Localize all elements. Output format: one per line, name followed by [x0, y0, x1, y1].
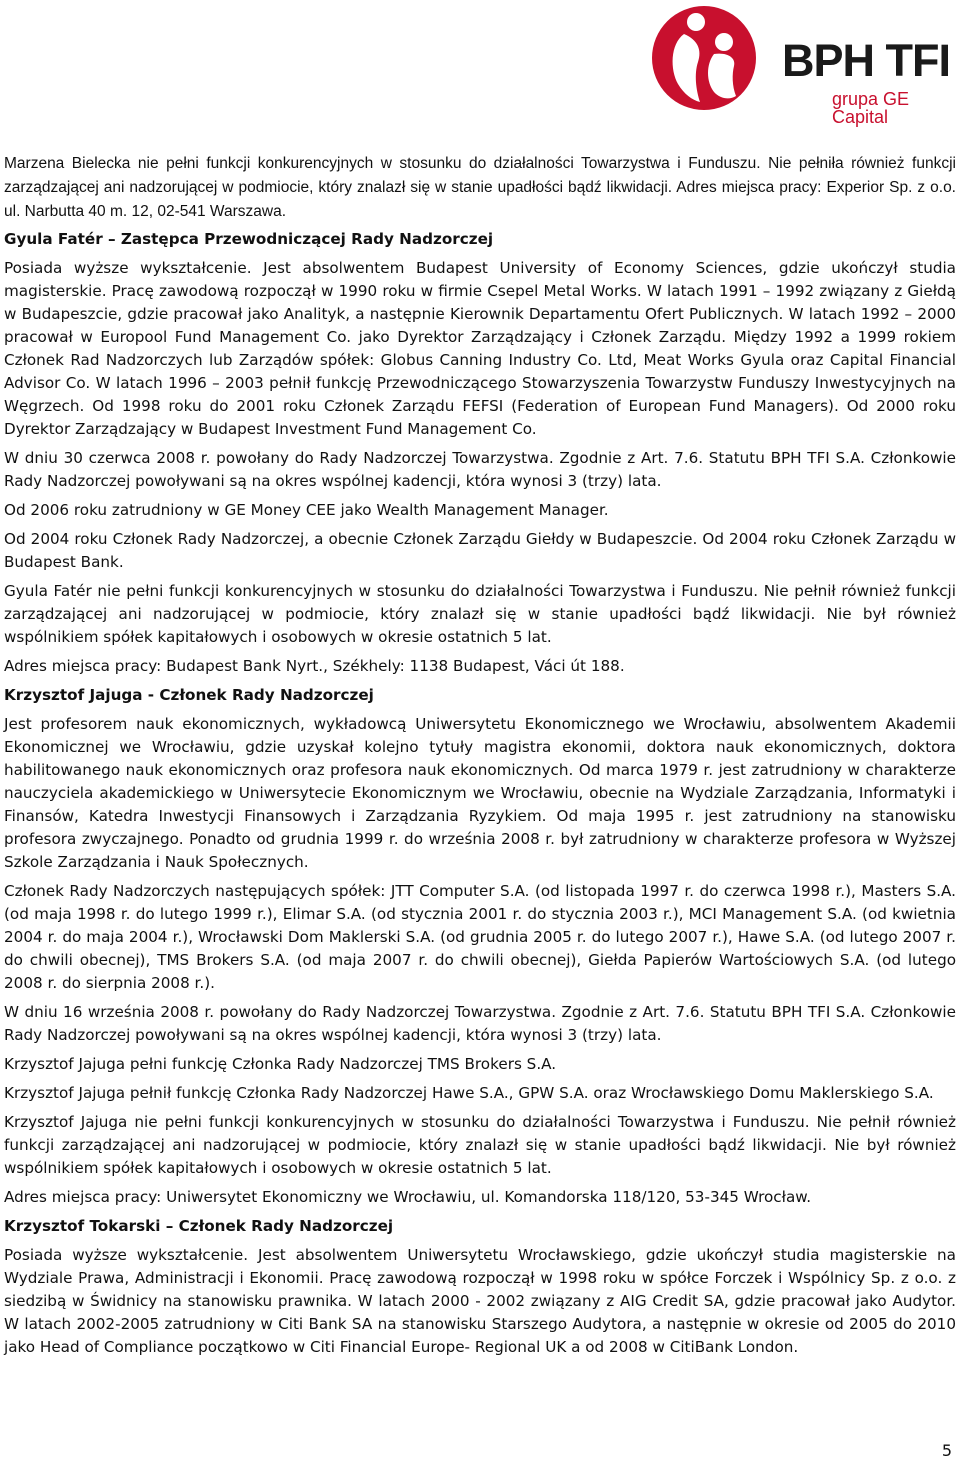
- page-number: 5: [941, 1441, 952, 1460]
- paragraph: Krzysztof Jajuga pełnił funkcję Członka Rady Nadzorczej Hawe S.A., GPW S.A. oraz Wrocławskiego Domu Maklerskiego S.A.: [4, 1084, 934, 1102]
- paragraph: Członek Rady Nadzorczych następujących spółek: JTT Computer S.A. (od listopada 1997 r. do czerwca 1998 r.), Masters S.A. (od maja 1998 r. do lutego 1999 r.), Elimar S.A. (od stycznia 2001 r. do stycznia 2003 r.), MCI Management S.A. (od kwietnia 2004 r. do maja 2004 r.), Wrocławski Dom Maklerski S.A. (od grudnia 2005 r. do lutego 2007 r.), Hawe S.A. (od lutego 2007 r. do chwili obecnej), TMS Brokers S.A. (od maja 2007 r. do chwili obecnej), Giełda Papierów Wartościowych S.A. (od lutego 2008 r. do sierpnia 2008 r.).: [4, 882, 956, 992]
- section-heading-tokarski: Krzysztof Tokarski – Członek Rady Nadzorczej: [4, 1217, 394, 1235]
- paragraph: W dniu 16 września 2008 r. powołany do Rady Nadzorczej Towarzystwa. Zgodnie z Art. 7.6. Statutu BPH TFI S.A. Członkowie Rady Nadzorczej powoływani są na okres wspólnej kadencji, która wynosi 3 (trzy) lata.: [4, 1003, 956, 1044]
- paragraph: Marzena Bielecka nie pełni funkcji konkurencyjnych w stosunku do działalności Towarzystwa i Funduszu. Nie pełniła również funkcji zarządzającej ani nadzorującej w podmiocie, który znalazł się w stanie upadłości bądź likwidacji. Adres miejsca pracy: Experior Sp. z o.o. ul. Narbutta 40 m. 12, 02-541 Warszawa.: [4, 155, 956, 220]
- paragraph: Krzysztof Jajuga nie pełni funkcji konkurencyjnych w stosunku do działalności Towarzystwa i Funduszu. Nie pełnił również funkcji zarządzającej ani nadzorującej w podmiocie, który znalazł się w stanie upadłości bądź likwidacji. Nie był również wspólnikiem spółek kapitałowych i osobowych w okresie ostatnich 5 lat.: [4, 1113, 956, 1177]
- bph-tfi-logo: [640, 4, 958, 127]
- paragraph: Od 2006 roku zatrudniony w GE Money CEE jako Wealth Management Manager.: [4, 501, 609, 519]
- paragraph: Gyula Fatér nie pełni funkcji konkurencyjnych w stosunku do działalności Towarzystwa i Funduszu. Nie pełnił również funkcji zarządzającej ani nadzorującej w podmiocie, który znalazł się w stanie upadłości bądź likwidacji. Nie był również wspólnikiem spółek kapitałowych i osobowych w okresie ostatnich 5 lat.: [4, 582, 956, 646]
- paragraph: Posiada wyższe wykształcenie. Jest absolwentem Uniwersytetu Wrocławskiego, gdzie ukończył studia magisterskie na Wydziale Prawa, Administracji i Ekonomii. Pracę zawodową rozpoczął w 1998 roku w spółce Forczek i Wspólnicy Sp. z o.o. z siedzibą w Świdnicy na stanowisku prawnika. W latach 2000 - 2002 związany z AIG Credit SA, gdzie pracował jako Audytor. W latach 2002-2005 zatrudniony w Citi Bank SA na stanowisku Starszego Audytora, a następnie w okresie od 2005 do 2010 jako Head of Compliance początkowo w Citi Financial Europe- Regional UK a od 2008 w CitiBank London.: [4, 1246, 956, 1356]
- paragraph: W dniu 30 czerwca 2008 r. powołany do Rady Nadzorczej Towarzystwa. Zgodnie z Art. 7.6. Statutu BPH TFI S.A. Członkowie Rady Nadzorczej powoływani są na okres wspólnej kadencji, która wynosi 3 (trzy) lata.: [4, 449, 956, 490]
- paragraph: Adres miejsca pracy: Budapest Bank Nyrt., Székhely: 1138 Budapest, Váci út 188.: [4, 657, 625, 675]
- section-heading-fater: Gyula Fatér – Zastępca Przewodniczącej Rady Nadzorczej: [4, 230, 494, 248]
- logo-tagline: grupa GE Capital: [832, 89, 910, 127]
- paragraph: Jest profesorem nauk ekonomicznych, wykładowcą Uniwersytetu Ekonomicznego we Wrocławiu, absolwentem Akademii Ekonomicznej we Wrocławiu, gdzie uzyskał kolejno tytuły magistra ekonomii, doktora nauk ekonomicznych, doktora habilitowanego nauk ekonomicznych oraz profesora nauk ekonomicznych. Od marca 1979 r. jest zatrudniony w charakterze nauczyciela akademickiego w Uniwersytecie Ekonomicznym we Wrocławiu, obecnie na Wydziale Zarządzania, Informatyki i Finansów, Katedra Inwestycji Finansowych i Zarządzania Ryzykiem. Od maja 1995 r. jest zatrudniony na stanowisku profesora zwyczajnego. Ponadto od grudnia 1999 r. do września 2008 r. był zatrudniony w charakterze profesora w Wyższej Szkole Zarządzania i Nauk Społecznych.: [4, 715, 956, 871]
- logo-brand: BPH TFI: [782, 35, 950, 86]
- paragraph: Od 2004 roku Członek Rady Nadzorczej, a obecnie Członek Zarządu Giełdy w Budapeszcie. Od 2004 roku Członek Zarządu w Budapest Bank.: [4, 530, 956, 571]
- section-heading-jajuga: Krzysztof Jajuga - Członek Rady Nadzorczej: [4, 686, 374, 704]
- paragraph: Adres miejsca pracy: Uniwersytet Ekonomiczny we Wrocławiu, ul. Komandorska 118/120, 53-345 Wrocław.: [4, 1188, 812, 1206]
- document-body: [4, 152, 956, 1365]
- logo-figure-icon: [640, 4, 780, 116]
- paragraph: Posiada wyższe wykształcenie. Jest absolwentem Budapest University of Economy Sciences, gdzie ukończył studia magisterskie. Pracę zawodową rozpoczął w 1990 roku w firmie Csepel Metal Works. W latach 1991 – 1992 związany z Giełdą w Budapeszcie, gdzie pracował jako Analityk, a następnie Kierownik Departamentu Ofert Publicznych. W latach 1992 – 2000 pracował w Europool Fund Management Co. jako Dyrektor Zarządzający i Członek Zarządu. Między 1992 a 1999 rokiem Członek Rad Nadzorczych lub Zarządów spółek: Globus Canning Industry Co. Ltd, Meat Works Gyula oraz Capital Financial Advisor Co. W latach 1996 – 2003 pełnił funkcję Przewodniczącego Stowarzyszenia Towarzystw Funduszy Inwestycyjnych na Węgrzech. Od 1998 roku do 2001 roku Członek Zarządu FEFSI (Federation of European Fund Managers). Od 2000 roku Dyrektor Zarządzający w Budapest Investment Fund Management Co.: [4, 259, 956, 438]
- paragraph: Krzysztof Jajuga pełni funkcję Członka Rady Nadzorczej TMS Brokers S.A.: [4, 1055, 557, 1073]
